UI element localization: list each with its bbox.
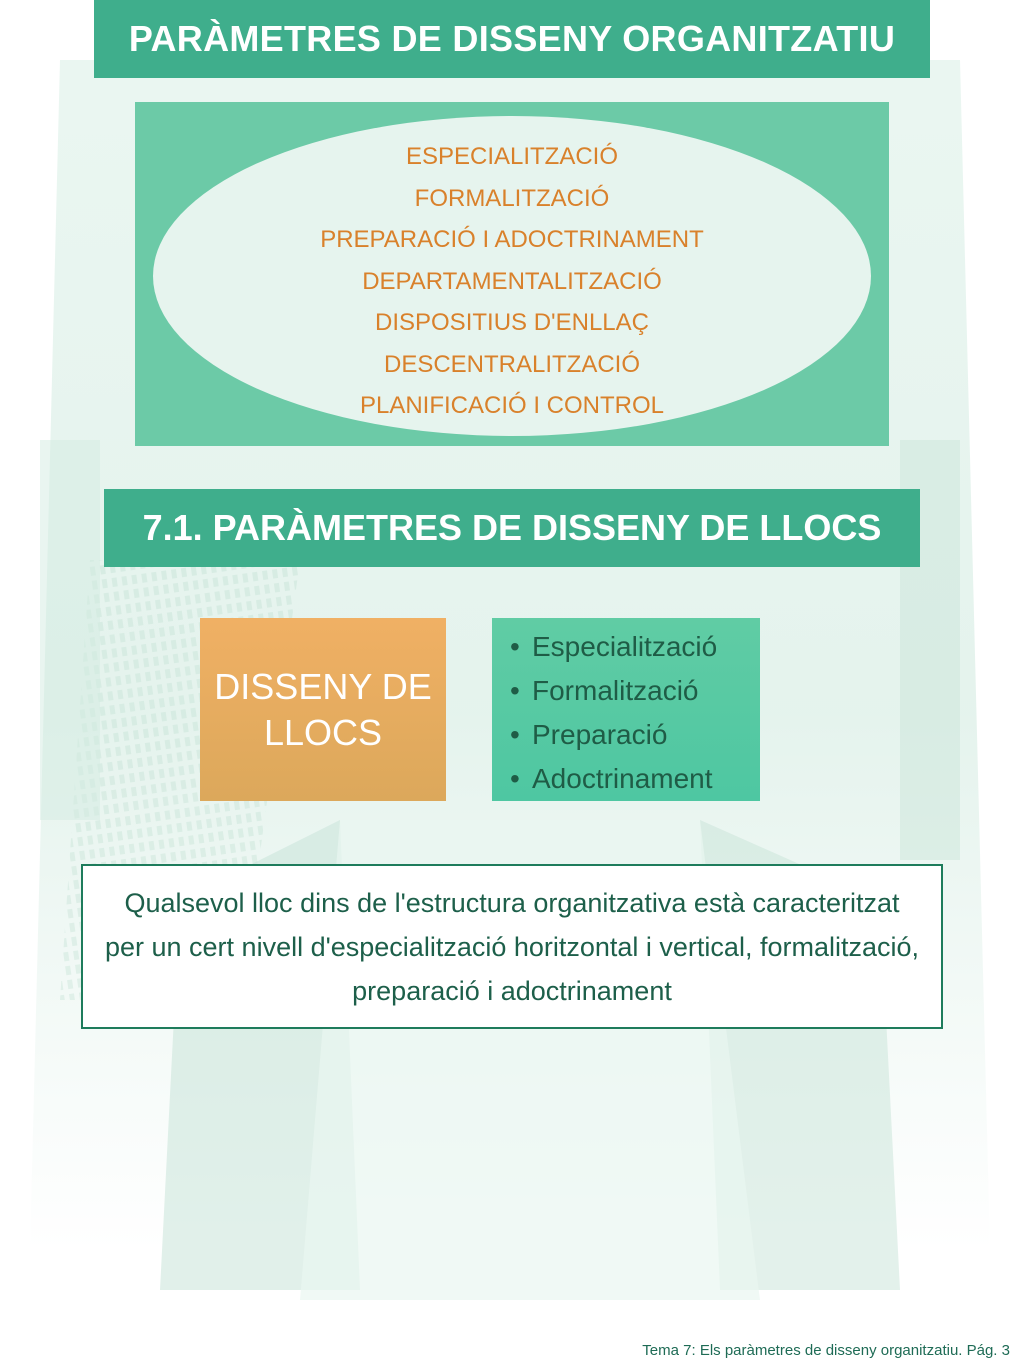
parameter-item: DEPARTAMENTALITZACIÓ — [362, 267, 662, 295]
job-design-list-box — [492, 618, 760, 801]
list-item-label: Preparació — [532, 719, 668, 750]
page-title: PARÀMETRES DE DISSENY ORGANITZATIU — [94, 0, 930, 78]
parameter-item: ESPECIALITZACIÓ — [405, 143, 619, 170]
list-item — [510, 625, 760, 669]
parameter-item: FORMALITZACIÓ — [414, 184, 610, 212]
job-design-label: DISSENY DE LLOCS — [200, 618, 446, 801]
list-item-label: Adoctrinament — [532, 763, 713, 794]
section-title: 7.1. PARÀMETRES DE DISSENY DE LLOCS — [104, 489, 920, 567]
parameter-item: DESCENTRALITZACIÓ — [383, 350, 641, 378]
parameter-item: PLANIFICACIÓ I CONTROL — [359, 392, 665, 419]
bullet-icon: • — [510, 631, 520, 662]
parameter-item: PREPARACIÓ I ADOCTRINAMENT — [320, 226, 704, 253]
bullet-icon: • — [510, 675, 520, 706]
parameter-item: DISPOSITIUS D'ENLLAÇ — [375, 309, 649, 336]
list-item — [510, 669, 760, 713]
parameters-panel — [135, 102, 889, 446]
job-design-list — [492, 618, 760, 801]
definition-note — [81, 864, 943, 1029]
list-item-label: Especialització — [532, 631, 718, 662]
list-item — [510, 757, 760, 801]
definition-text: Qualsevol lloc dins de l'estructura organitzativa està caracteritzat per un cert nivell d'especialització horitzontal i vertical, formalització, preparació i adoctrinament — [104, 887, 919, 1006]
page-footer: Tema 7: Els paràmetres de disseny organitzatiu. Pág. 3 — [642, 1342, 1010, 1359]
parameters-list — [135, 136, 889, 427]
bullet-icon: • — [510, 719, 520, 750]
bullet-icon: • — [510, 763, 520, 794]
list-item-label: Formalització — [532, 675, 699, 706]
list-item — [510, 713, 760, 757]
